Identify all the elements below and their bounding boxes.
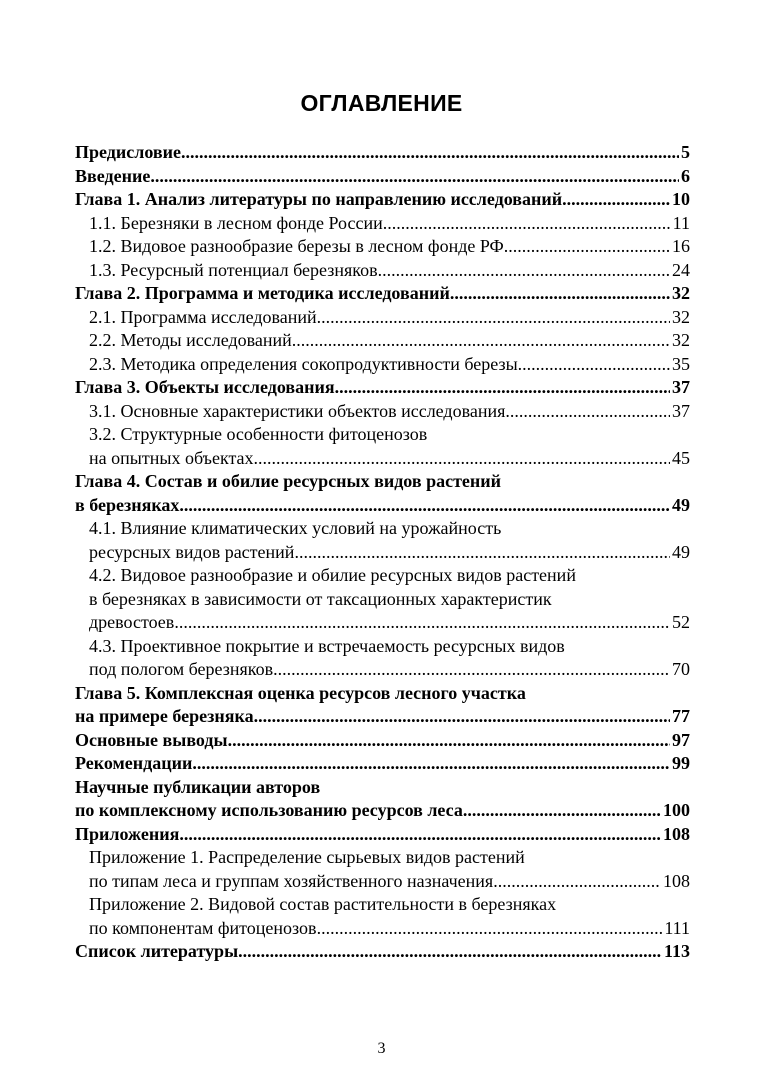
toc-subsection[interactable] xyxy=(75,400,690,424)
toc-entry-title: Глава 2. Программа и методика исследований xyxy=(75,283,450,303)
toc-entry-title: на примере березняка xyxy=(75,706,254,726)
toc-entry-title: в березняках xyxy=(75,494,180,515)
toc-entry-title: Приложение 1. Распределение сырьевых видов растений xyxy=(89,847,525,867)
dot-leader xyxy=(254,447,670,471)
toc-entry-title: 4.3. Проективное покрытие и встречаемость ресурсных видов xyxy=(89,635,565,656)
toc-line xyxy=(75,682,690,706)
toc-page-number: 97 xyxy=(672,729,690,750)
toc-subsection[interactable] xyxy=(75,329,690,353)
dot-leader xyxy=(493,870,661,894)
toc-chapter[interactable] xyxy=(75,165,690,189)
toc-line xyxy=(75,517,690,541)
toc-page-number: 16 xyxy=(672,236,690,256)
toc-line xyxy=(75,658,690,682)
page-number: 3 xyxy=(377,1040,386,1057)
toc-entry-title: древостоев xyxy=(89,612,175,632)
toc-subsection[interactable] xyxy=(75,517,690,564)
toc-line xyxy=(75,141,690,165)
toc-page-number: 10 xyxy=(672,189,690,209)
toc-line xyxy=(75,846,690,870)
toc-line xyxy=(75,329,690,353)
toc-line xyxy=(75,776,690,800)
dot-leader xyxy=(254,705,670,729)
toc-page-number: 5 xyxy=(681,142,690,162)
toc-line xyxy=(75,799,690,823)
dot-leader xyxy=(504,235,670,259)
toc-line xyxy=(75,752,690,776)
toc-page-number: 6 xyxy=(681,165,690,186)
toc-line xyxy=(75,353,690,377)
table-of-contents xyxy=(75,141,690,964)
toc-subsection[interactable] xyxy=(75,564,690,635)
dot-leader xyxy=(228,729,670,753)
toc-entry-title: Введение xyxy=(75,165,151,186)
toc-chapter[interactable] xyxy=(75,470,690,517)
toc-page-number: 70 xyxy=(672,659,690,679)
toc-page-number: 11 xyxy=(672,212,690,233)
toc-page-number: 24 xyxy=(672,259,690,280)
toc-chapter[interactable] xyxy=(75,823,690,847)
toc-subsection[interactable] xyxy=(75,635,690,682)
dot-leader xyxy=(383,212,671,236)
toc-chapter[interactable] xyxy=(75,188,690,212)
toc-entry-title: 4.2. Видовое разнообразие и обилие ресурсных видов растений xyxy=(89,565,576,585)
toc-entry-title: Глава 1. Анализ литературы по направлению исследований xyxy=(75,189,563,209)
toc-line xyxy=(75,423,690,447)
toc-chapter[interactable] xyxy=(75,729,690,753)
toc-entry-title: по компонентам фитоценозов xyxy=(89,917,317,938)
dot-leader xyxy=(179,823,661,847)
toc-page-number: 77 xyxy=(672,706,690,726)
dot-leader xyxy=(463,799,661,823)
toc-line xyxy=(75,705,690,729)
toc-entry-title: по типам леса и группам хозяйственного назначения xyxy=(89,870,494,891)
toc-chapter[interactable] xyxy=(75,940,690,964)
dot-leader xyxy=(562,188,670,212)
toc-chapter[interactable] xyxy=(75,752,690,776)
toc-entry-title: ресурсных видов растений xyxy=(89,541,295,562)
toc-entry-title: 1.3. Ресурсный потенциал березняков xyxy=(89,259,378,280)
toc-line xyxy=(75,917,690,941)
toc-entry-title: Приложение 2. Видовой состав растительности в березняках xyxy=(89,894,557,914)
toc-subsection[interactable] xyxy=(75,353,690,377)
toc-page-number: 111 xyxy=(664,917,690,938)
toc-line xyxy=(75,893,690,917)
toc-line xyxy=(75,940,690,964)
toc-subsection[interactable] xyxy=(75,235,690,259)
dot-leader xyxy=(317,306,670,330)
toc-page-number: 100 xyxy=(663,800,690,820)
dot-leader xyxy=(450,282,670,306)
toc-page-number: 49 xyxy=(672,541,690,562)
dot-leader xyxy=(192,752,670,776)
toc-line xyxy=(75,823,690,847)
toc-page-number: 45 xyxy=(672,447,690,468)
toc-page-number: 37 xyxy=(672,377,690,397)
toc-page-number: 32 xyxy=(672,306,690,327)
toc-entry-title: на опытных объектах xyxy=(89,447,254,468)
toc-page-number: 37 xyxy=(672,400,690,421)
toc-line xyxy=(75,494,690,518)
dot-leader xyxy=(238,940,662,964)
toc-line xyxy=(75,259,690,283)
toc-entry-title: 3.2. Структурные особенности фитоценозов xyxy=(89,424,428,444)
dot-leader xyxy=(335,376,670,400)
toc-page-number: 52 xyxy=(672,612,690,632)
toc-entry-title: под пологом березняков xyxy=(89,659,274,679)
toc-entry-title: Глава 3. Объекты исследования xyxy=(75,377,335,397)
toc-entry-title: Предисловие xyxy=(75,142,181,162)
dot-leader xyxy=(505,400,670,424)
toc-subsection[interactable] xyxy=(75,306,690,330)
toc-chapter[interactable] xyxy=(75,776,690,823)
toc-entry-title: 3.1. Основные характеристики объектов исследования xyxy=(89,400,506,421)
dot-leader xyxy=(181,141,679,165)
toc-subsection[interactable] xyxy=(75,259,690,283)
toc-entry-title: 4.1. Влияние климатических условий на урожайность xyxy=(89,518,502,538)
toc-line xyxy=(75,447,690,471)
toc-entry-title: 2.2. Методы исследований xyxy=(89,330,292,350)
toc-entry-title: Список литературы xyxy=(75,941,239,961)
dot-leader xyxy=(294,541,670,565)
toc-chapter[interactable] xyxy=(75,141,690,165)
toc-line xyxy=(75,306,690,330)
toc-line xyxy=(75,611,690,635)
toc-entry-title: в березняках в зависимости от таксационных характеристик xyxy=(89,588,552,609)
toc-line xyxy=(75,635,690,659)
toc-entry-title: 1.2. Видовое разнообразие березы в лесном фонде РФ xyxy=(89,236,504,256)
toc-entry-title: Рекомендации xyxy=(75,753,193,773)
toc-line xyxy=(75,588,690,612)
toc-page-number: 32 xyxy=(672,330,690,350)
toc-page-number: 32 xyxy=(672,283,690,303)
toc-page-number: 35 xyxy=(672,353,690,374)
toc-line xyxy=(75,212,690,236)
toc-subsection[interactable] xyxy=(75,893,690,940)
toc-subsection[interactable] xyxy=(75,212,690,236)
toc-entry-title: 2.1. Программа исследований xyxy=(89,306,317,327)
toc-entry-title: Основные выводы xyxy=(75,729,228,750)
dot-leader xyxy=(317,917,663,941)
dot-leader xyxy=(273,658,670,682)
toc-line xyxy=(75,729,690,753)
toc-chapter[interactable] xyxy=(75,682,690,729)
toc-page-number: 99 xyxy=(672,753,690,773)
toc-chapter[interactable] xyxy=(75,282,690,306)
toc-chapter[interactable] xyxy=(75,376,690,400)
toc-page-number: 108 xyxy=(663,870,690,891)
toc-entry-title: Глава 4. Состав и обилие ресурсных видов растений xyxy=(75,471,502,491)
dot-leader xyxy=(378,259,670,283)
dot-leader xyxy=(179,494,670,518)
dot-leader xyxy=(518,353,670,377)
toc-entry-title: Приложения xyxy=(75,823,180,844)
toc-line xyxy=(75,188,690,212)
toc-line xyxy=(75,400,690,424)
dot-leader xyxy=(150,165,679,189)
toc-line xyxy=(75,470,690,494)
toc-page-number: 108 xyxy=(663,823,690,844)
toc-page-number: 49 xyxy=(672,494,690,515)
toc-entry-title: 1.1. Березняки в лесном фонде России xyxy=(89,212,383,233)
toc-subsection[interactable] xyxy=(75,846,690,893)
page-title: ОГЛАВЛЕНИЕ xyxy=(300,90,463,116)
toc-line xyxy=(75,235,690,259)
toc-line xyxy=(75,541,690,565)
toc-line xyxy=(75,564,690,588)
toc-page-number: 113 xyxy=(663,941,690,961)
toc-entry-title: по комплексному использованию ресурсов леса xyxy=(75,800,463,820)
toc-entry-title: Научные публикации авторов xyxy=(75,776,321,797)
dot-leader xyxy=(292,329,670,353)
toc-line xyxy=(75,282,690,306)
toc-entry-title: Глава 5. Комплексная оценка ресурсов лесного участка xyxy=(75,682,526,703)
toc-line xyxy=(75,165,690,189)
toc-subsection[interactable] xyxy=(75,423,690,470)
dot-leader xyxy=(174,611,670,635)
toc-entry-title: 2.3. Методика определения сокопродуктивности березы xyxy=(89,353,518,374)
toc-line xyxy=(75,376,690,400)
toc-line xyxy=(75,870,690,894)
